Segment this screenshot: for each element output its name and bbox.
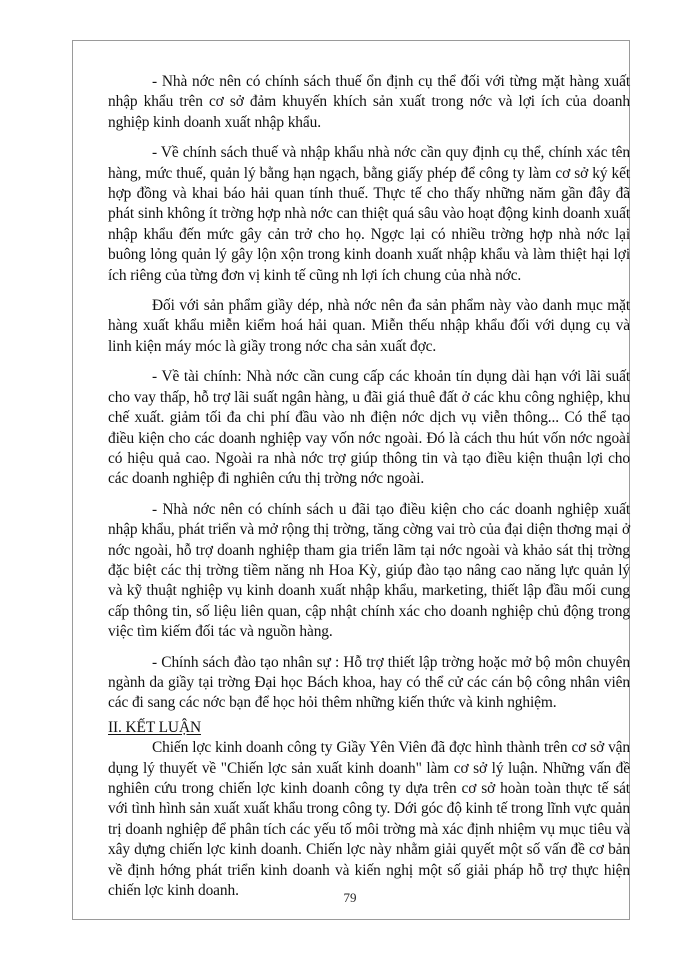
paragraph-market-development: - Nhà nớc nên có chính sách u đãi tạo điều kiện cho các doanh nghiệp xuất nhập khẩu, phát triển và mở rộng thị trờng, tăng cờng vai trò của đại diện thơng mại ở nớc ngoài, hỗ trợ doanh nghiệp tham gia triển lãm tại nớc ngoài và khảo sát thị trờng đặc biệt các thị trờng tiềm năng nh Hoa Kỳ, giúp đào tạo nâng cao năng lực quản lý và kỹ thuật nghiệp vụ kinh doanh xuất nhập khẩu, marketing, thiết lập đầu mối cung cấp thông tin, số liệu liên quan, cập nhật chính xác cho doanh nghiệp chủ động trong việc tìm kiếm đối tác và nguồn hàng.: [108, 500, 630, 641]
section-heading-conclusion: [108, 718, 630, 738]
paragraph-tax-policy-stability: - Nhà nớc nên có chính sách thuế ổn định cụ thể đối với từng mặt hàng xuất nhập khẩu trên cơ sở đảm khuyến khích sản xuất trong nớc và lợi ích của doanh nghiệp kinh doanh xuất nhập khẩu.: [108, 73, 630, 131]
paragraph-conclusion: Chiến lợc kinh doanh công ty Giầy Yên Viên đã đợc hình thành trên cơ sở vận dụng lý thuyết về "Chiến lợc sản xuất kinh doanh" làm cơ sở lý luận. Những vấn đề nghiên cứu trong chiến lợc kinh doanh công ty dựa trên cơ sở hoàn toàn thực tế sát với tình hình sản xuất xuất khẩu trong công ty. Dới góc độ kinh tế trong lĩnh vực quản trị doanh nghiệp để phân tích các yếu tố môi trờng mà xác định nhiệm vụ mục tiêu và xây dựng chiến lợc kinh doanh. Chiến lợc này nhằm giải quyết một số vấn đề cơ bản về định hớng phát triển kinh doanh và kiến nghị một số giải pháp hỗ trợ thực hiện chiến lợc kinh doanh.: [108, 739, 630, 900]
section-heading-title: KẾT LUẬN: [125, 718, 201, 736]
paragraph-finance-support: - Về tài chính: Nhà nớc cần cung cấp các khoản tín dụng dài hạn với lãi suất cho vay thấp, hỗ trợ lãi suất ngân hàng, u đãi giá thuê đất ở các khu công nghiệp, khu chế xuất. giảm tối đa chi phí đầu vào nh điện nớc dịch vụ viễn thông... Có thể tạo điều kiện cho các doanh nghiệp vay vốn nớc ngoài. Đó là cách thu hút vốn nớc ngoài có hiệu quả cao. Ngoài ra nhà nớc trợ giúp thông tin và tạo điều kiện thuận lợi cho các doanh nghiệp đi nghiên cứu thị trờng nớc ngoài.: [108, 368, 630, 488]
section-heading-number: II.: [108, 718, 126, 736]
page-number: 79: [343, 890, 357, 905]
document-body: [108, 72, 630, 901]
paragraph-footwear-customs: Đối với sản phẩm giầy dép, nhà nớc nên đa sản phẩm này vào danh mục mặt hàng xuất khẩu miễn kiểm hoá hải quan. Miễn thếu nhập khẩu đối với dụng cụ và linh kiện máy móc là giầy trong nớc cha sản xuất đợc.: [108, 297, 630, 355]
paragraph-training-policy: - Chính sách đào tạo nhân sự : Hỗ trợ thiết lập trờng hoặc mở bộ môn chuyên ngành da giầy tại trờng Đại học Bách khoa, hay có thể cử các cán bộ công nhân viên các đi sang các nớc bạn để học hỏi thêm những kiến thức và kinh nghiệm.: [108, 653, 630, 712]
paragraph-tax-import-regulation: - Về chính sách thuế và nhập khẩu nhà nớc cần quy định cụ thể, chính xác tên hàng, mức thuế, quản lý bằng hạn ngạch, bằng giấy phép để công ty làm cơ sở ký kết hợp đồng và khai báo hải quan tính thuế. Thực tế cho thấy những năm gần đây đã phát sinh không ít trờng hợp nhà nớc can thiệt quá sâu vào hoạt động kinh doanh xuất nhập khẩu đến mức gây cản trở cho họ. Ngợc lại có nhiều trờng hợp nhà nớc lại buông lỏng quản lý gây lộn xộn trong kinh doanh xuất nhập khẩu và làm thiệt hại lợi ích riêng của từng đơn vị kinh tế cũng nh lợi ích chung của nhà nớc.: [108, 144, 630, 284]
